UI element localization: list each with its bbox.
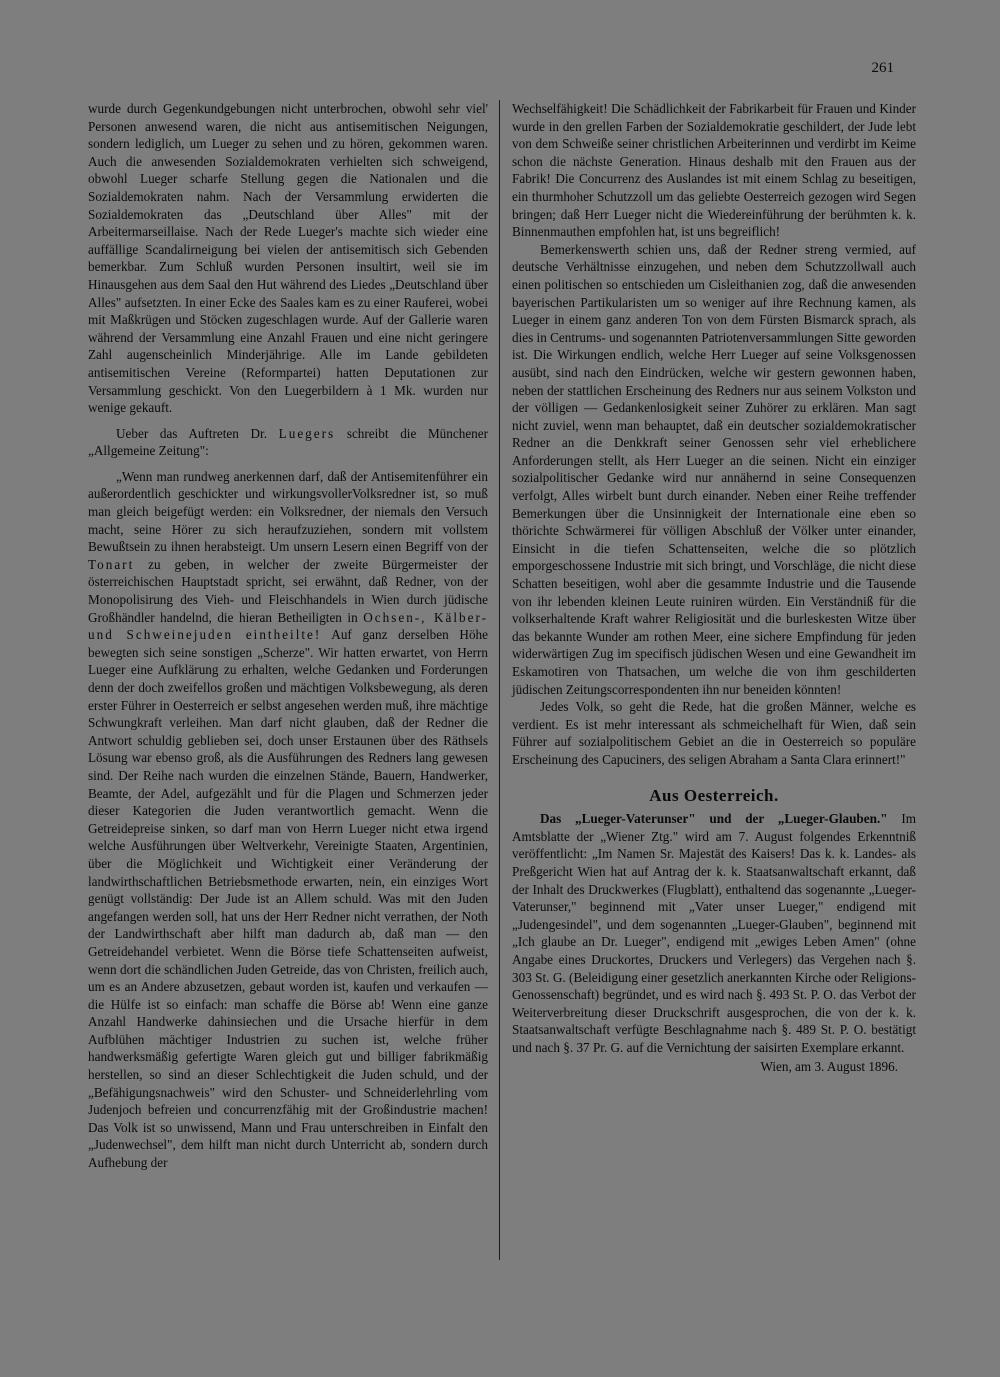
left-paragraph-1: wurde durch Gegenkundgebungen nicht unterbrochen, obwohl sehr viel' Personen anwesend waren, die nicht aus antisemitischen Neigungen, sondern lediglich, um Lueger zu sehen und zu hören, gekommen waren. Auch die anwesenden Sozialdemokraten verhielten sich schweigend, obwohl Lueger scharfe Stellung gegen die Nationalen und die Sozialdemokraten nahm. Nach der Versammlung erwiderten die Sozialdemokraten das „Deutschland über Alles" mit der Arbeitermarseillaise. Nach der Rede Lueger's machte sich wieder eine auffällige Scandalirneigung bei vielen der antisemitisch sich Gebenden bemerkbar. Zum Schluß wurden Personen insultirt, weil sie im Hinausgehen aus dem Saal den Hut während des Liedes „Deutschland über Alles" aufsetzten. In einer Ecke des Saales kam es zu einer Rauferei, wobei mit Maßkrügen und Stöcken zugeschlagen wurde. Auf der Gallerie waren während der Versammlung eine Anzahl Frauen und eine nicht geringere Zahl augenscheinlich Minderjährige. Alle im Lande gebildeten antisemitischen Vereine (Reformpartei) hatten Deputationen zur Versammlung geschickt. Von den Luegerbildern à 1 Mk. wurden nur wenige gekauft. bbox=[88, 101, 488, 416]
right-paragraph-2: Bemerkenswerth schien uns, daß der Redner streng vermied, auf deutsche Verhältnisse einzugehen, und neben dem Schutzzollwall auch einen politischen so entschieden um Cisleithanien zog, daß die anwesenden bayerischen Partikularisten um so weniger auf ihre Rechnung kamen, als Lueger in einem ganz anderen Ton von dem Fürsten Bismarck sprach, als dies in Centrums- und sogenannten Patriotenversammlungen Sitte geworden ist. Die Wirkungen endlich, welche Herr Lueger auf seine Volksgenossen ausübt, sind nach den Eindrücken, welche wir gestern gewonnen haben, neben der stattlichen Erscheinung des Redners nur aus seinem Volkston und der völligen — Gedankenlosigkeit seiner Zuhörer zu erklären. Man sagt nicht zuviel, wenn man behauptet, daß ein deutscher sozialdemokratischer Redner an die Denkkraft seiner Genossen sehr viel erheblichere Anforderungen stellt, als Herr Lueger an die seinen. Nicht ein einziger sozialpolitischer Gedanke wird nur annähernd in seine Consequenzen verfolgt, Alles wirbelt bunt durch einander. Neben einer Reihe treffender Bemerkungen über die Unsinnigkeit der Internationale eine eben so thörichte Schwärmerei für völligen Abschluß der Völker unter einander, Einsicht in die tiefen Schattenseiten, welche die so plötzlich emporgeschossene Industrie mit sich bringt, und Vorschläge, die nicht diese Schatten beseitigen, wohl aber die gesammte Industrie und die Tausende von ihr lebenden kleinen Leute ruiniren würden. Ein Verständniß für die volkserhaltende Kraft wahrer Religiosität und die burleskesten Witze über das bekannte Wunder am rothen Meer, eine sichere Empfindung für jeden widerwärtigen Zug im specifisch jüdischen Wesen und eine Gewandheit im Eskamotiren von Thatsachen, um welche die von ihm geschilderten jüdischen Zeitungscorrespondenten ihn nur beneiden könnten! bbox=[512, 241, 916, 697]
left-column bbox=[88, 100, 488, 1172]
left-paragraph-2 bbox=[88, 425, 488, 460]
right-paragraph-1: Wechselfähigkeit! Die Schädlichkeit der Fabrikarbeit für Frauen und Kinder wurde in den grellen Farben der Sozialdemokratie geschildert, der Jude lebt von dem Schweiße seiner christlichen Arbeiterinnen und verdirbt im Keime schon die nächste Generation. Hinaus deshalb mit den Frauen aus der Fabrik! Die Concurrenz des Auslandes ist mit einem Schlag zu beseitigen, ein thurmhoher Schutzzoll um das geliebte Oesterreich gezogen wird Segen bringen; daß Herr Lueger nicht die Wiedereinführung der berühmten k. k. Binnenmauthen empfohlen hat, ist uns begreiflich! bbox=[512, 101, 916, 240]
right-paragraph-4 bbox=[512, 810, 916, 1056]
paragraph-gap bbox=[88, 460, 488, 468]
left-paragraph-3-tonart: Tonart bbox=[88, 556, 135, 572]
left-paragraph-2-pre: Ueber das Auftreten Dr. bbox=[116, 425, 268, 441]
right-column bbox=[512, 100, 916, 1076]
left-paragraph-2-name: Luegers bbox=[278, 425, 336, 441]
column-divider bbox=[499, 100, 500, 1260]
left-paragraph-3-c: Auf ganz derselben Höhe bewegten sich seine sonstigen „Scherze". Wir hatten erwartet, von Herrn Lueger eine Aufklärung zu erhalten, welche Gedanken und Forderungen denn der doch zweifellos großen und mächtigen Volksbewegung, als deren erster Führer in Oesterreich er selbst angesehen werden muß, ihre mächtige Schwungkraft verleihen. Man darf nicht glauben, daß der Redner die Antwort schuldig geblieben sei, doch unser Erstaunen über des Räthsels Lösung war ebenso groß, als die Ausführungen des Redners lang gewesen sind. Der Reihe nach wurden die einzelnen Stände, Bauern, Handwerker, Beamte, der Adel, aufgezählt und für die Plagen und Schmerzen jeder dieser Kategorien die Juden verantwortlich gemacht. Wenn die Getreidepreise sinken, so darf man von Herrn Lueger nicht etwa irgend welche Ausführungen über Weltverkehr, Vereinigte Staaten, Argentinien, über die Möglichkeit und Wichtigkeit einer Veränderung der landwirthschaftlichen Betriebsmethode erwarten, nein, ein einziges Wort genügt vollständig: Der Jude ist an Allem schuld. Was mit den Juden angefangen werden soll, hat uns der Herr Redner nicht verrathen, der Noth der Landwirthschaft aber hilft man dadurch ab, daß man — den Getreidehandel verbietet. Wenn die Börse tiefe Schattenseiten aufweist, wenn dort die schändlichen Juden Getreide, das von Christen, freilich auch, um es an Andere abzusetzen, gebaut worden ist, kaufen und verkaufen — die Hülfe ist so einfach: man schaffe die Börse ab! Wenn eine ganze Anzahl Handwerke dahinsiechen und die Ursache hierfür in dem Aufblühen mächtiger Industrien zu suchen ist, welche früher handwerksmäßig gefertigte Waren gleich gut und billiger fabrikmäßig herstellen, so sind an dieser Schlechtigkeit die Juden schuld, und der „Befähigungsnachweis" wird den Schuster- und Schneiderlehrling vom Judenjoch befreien und concurrenzfähig mit der Großindustrie machen! Das Volk ist so unwissend, Mann und Frau unterschreiben in Einfalt den „Judenwechsel", dem hilft man nicht durch Unterricht ab, sondern durch Aufhebung der bbox=[88, 627, 488, 1171]
right-paragraph-3: Jedes Volk, so geht die Rede, hat die großen Männer, welche es verdient. Es ist mehr interessant als schmeichelhaft für Wien, daß sein Führer auf sozialpolitischem Gebiet an die in Oesterreich so populäre Erscheinung des Capuciners, des seligen Abraham a Santa Clara erinnert!" bbox=[512, 699, 916, 767]
date-line: Wien, am 3. August 1896. bbox=[760, 1059, 898, 1075]
paragraph-gap bbox=[88, 417, 488, 425]
left-paragraph-2-post: schreibt die Münchener „Allgemeine Zeitung": bbox=[88, 425, 489, 459]
left-paragraph-3 bbox=[88, 468, 488, 1172]
left-paragraph-3-spaced: Ochsen-, Kälber- und Schweinejuden eintheilte! bbox=[88, 609, 489, 643]
article-lead: Das „Lueger-Vaterunser" und der „Lueger-Glauben." bbox=[540, 811, 888, 827]
right-paragraph-4-body: Im Amtsblatte der „Wiener Ztg." wird am 7. August folgendes Erkenntniß veröffentlicht: „Im Namen Sr. Majestät des Kaisers! Das k. k. Landes- als Preßgericht Wien hat auf Antrag der k. k. Staatsanwaltschaft erkannt, daß der Inhalt des Druckwerkes (Flugblatt), enthaltend das sogenannte „Lueger-Vaterunser," beginnend mit „Vater unser Lueger," endigend mit „Judengesindel", und dem sogenannten „Lueger-Glauben", beginnend mit „Ich glaube an Dr. Lueger", endigend mit „ewiges Leben Amen" (ohne Angabe eines Druckortes, Druckers und Verlegers) das Vergehen nach §. 303 St. G. (Beleidigung einer gesetzlich anerkannten Kirche oder Religions-Genossenschaft) begründet, und es wird nach §. 493 St. P. O. das Verbot der Weiterverbreitung dieser Druckschrift ausgesprochen, die von der k. k. Staatsanwaltschaft verfügte Beschlagnahme nach §. 489 St. P. O. bestätigt und nach §. 37 Pr. G. auf die Vernichtung der saisirten Exemplare erkannt. bbox=[512, 811, 916, 1055]
left-paragraph-3-b: zu geben, in welcher der zweite Bürgermeister der österreichischen Hauptstadt spricht, sei erwähnt, daß Redner, von der Monopolisirung des Vieh- und Fleischhandels in Wien durch jüdische Großhändler handelnd, die hieran Betheiligten in bbox=[88, 556, 488, 625]
left-paragraph-3-a: „Wenn man rundweg anerkennen darf, daß der Antisemitenführer ein außerordentlich geschickter und wirkungsvollerVolksredner ist, so muß man gleich beigefügt werden: ein Volksredner, der niemals den Versuch macht, seine Hörer zu sich heraufzuziehen, sondern mit vollstem Bewußtsein zu ihnen herabsteigt. Um unsern Lesern einen Begriff von der bbox=[88, 468, 488, 555]
page-number: 261 bbox=[871, 60, 894, 76]
section-heading: Aus Oesterreich. bbox=[649, 785, 779, 805]
